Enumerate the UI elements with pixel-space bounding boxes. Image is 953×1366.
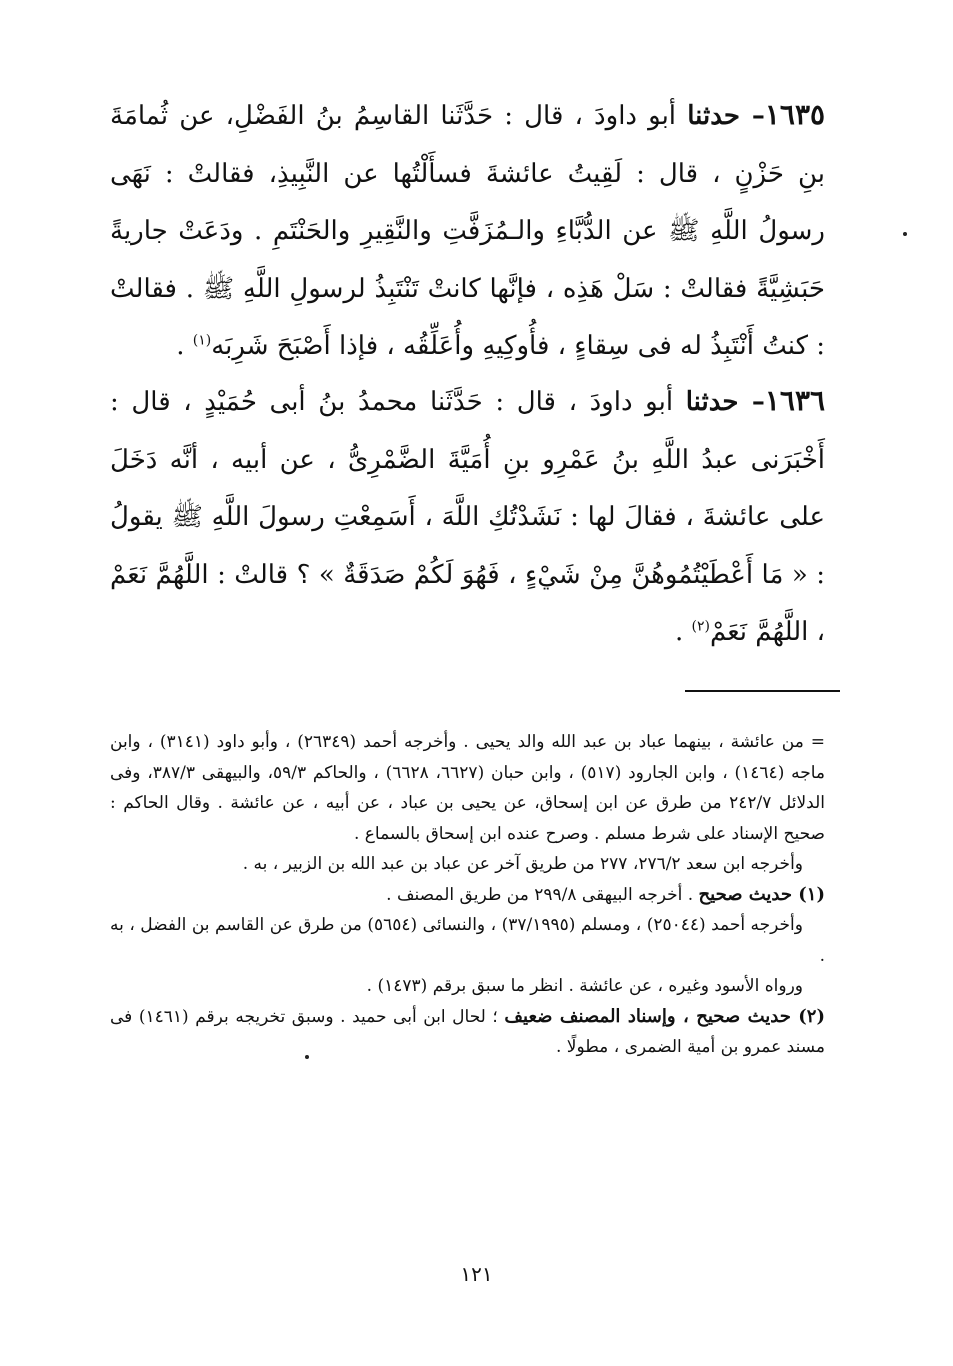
hadith-end: .	[176, 331, 193, 361]
hadith-text: أبو داودَ ، قال : حَدَّثَنا محمدُ بنُ أبى حُمَيْدٍ ، قال : أَخْبَرَنى عبدُ اللَّهِ بنُ عَمْرِو بنِ أُمَيَّةَ الضَّمْرِىُّ ، عن أبيه ، أنَّه دَخَلَ على عائشةَ ، فقالَ لها : نَشَدْتُكِ اللَّهَ ، أَسَمِعْتِ رسولَ اللَّهِ ﷺ يقولُ : « مَا أَعْطَيْتُمُوهُنَّ مِنْ شَيْءٍ ، فَهُوَ لَكُمْ صَدَقَةٌ » ؟ قالتْ : اللَّهُمَّ نَعَمْ ، اللَّهُمَّ نَعَمْ	[110, 387, 825, 647]
scan-speck	[903, 232, 907, 236]
hadith-1635	[110, 86, 825, 376]
footnote-2-text: ؛ لحال ابن أبى حميد . وسبق تخريجه برقم (١٤٦١) فى مسند عمرو بن أمية الضمرى ، مطولًا .	[110, 1006, 825, 1057]
footnote-ref[interactable]: (٢)	[691, 618, 710, 635]
footnote-1-text: . أخرجه البيهقى ٢٩٩/٨ من طريق المصنف .	[386, 884, 699, 905]
footnote-1-more-2: ورواه الأسود وغيره ، عن عائشة . انظر ما سبق برقم (١٤٧٣) .	[366, 976, 803, 996]
hadith-1636	[110, 372, 825, 662]
hadith-number: ١٦٣٥	[764, 98, 826, 131]
hadith-text: أبو داودَ ، قال : حَدَّثَنا القاسِمُ بنُ الفَضْلِ، عن ثُمامَةَ بنِ حَزْنٍ ، قال : لَقِيتُ عائشةَ فسأَلْتُها عن النَّبِيذِ، فقالتْ : نَهَى رسولُ اللَّهِ ﷺ عن الدُّبَّاءِ والـمُزَفَّتِ والنَّقِيرِ والحَنْتَمِ . ودَعَتْ جاريةً حَبَشِيَّةً فقالتْ : سَلْ هَذِه ، فإنَّها كانتْ تَنْتَبِذُ لرسولِ اللَّهِ ﷺ . فقالتْ : كنتُ أَنْتَبِذُ له فى سِقاءٍ ، فأُوكِيهِ وأُعَلِّقُه ، فإذا أَصْبَحَ شَرِبَه	[110, 101, 825, 361]
footnote-1-more: وأخرجه أحمد (٢٥٠٤٤) ، ومسلم (٣٧/١٩٩٥) ، والنسائى (٥٦٥٤) من طرق عن القاسم بن الفضل ، به .	[110, 915, 825, 966]
footnote-1	[110, 880, 825, 911]
hadith-end: .	[674, 617, 692, 647]
footnote-divider	[685, 690, 840, 692]
footnote-2	[110, 1002, 825, 1063]
footnote-continuation: = من عائشة ، بينهما عباد بن عبد الله والد يحيى . وأخرجه أحمد (٢٦٣٤٩) ، وأبو داود (٣١٤١) ، وابن ماجه (١٤٦٤) ، وابن الجارود (٥١٧) ، وابن حبان (٦٦٢٧، ٦٦٢٨) ، والحاكم ٥٩/٣، والبيهقى ٣٨٧/٣، وفى الدلائل ٢٤٢/٧ من طرق عن ابن إسحاق، عن يحيى بن عباد ، عن أبيه ، عن عائشة . وقال الحاكم : صحيح الإسناد على شرط مسلم . وصرح عنده ابن إسحاق بالسماع .	[110, 732, 825, 844]
hadith-lead: – حدثنا	[687, 101, 765, 131]
page-number: ١٢١	[460, 1262, 493, 1286]
scan-speck	[305, 1055, 309, 1059]
footnotes	[110, 727, 825, 1063]
hadith-lead: – حدثنا	[685, 387, 765, 417]
footnote-2-label: (٢) حديث صحيح ، وإسناد المصنف ضعيف	[504, 1005, 825, 1027]
hadith-number: ١٦٣٦	[764, 384, 826, 417]
footnote-continuation-2: وأخرجه ابن سعد ٢٧٦/٢، ٢٧٧ من طريق آخر عن عباد بن عبد الله بن الزبير ، به .	[242, 854, 803, 874]
footnote-1-label: (١) حديث صحيح	[698, 883, 825, 905]
footnote-ref[interactable]: (١)	[192, 332, 212, 349]
